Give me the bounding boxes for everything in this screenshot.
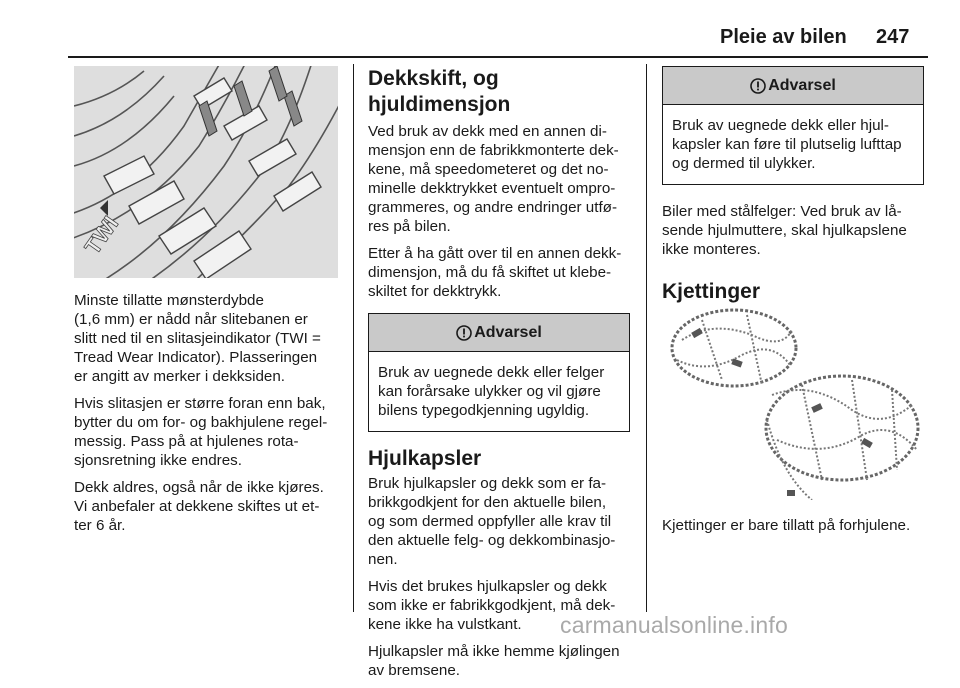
warning-header (369, 314, 629, 352)
paragraph: Dekk aldres, også når de ikke kjøres. Vi anbefaler at dekkene skiftes ut et- ter 6 år. (74, 479, 324, 534)
watermark: carmanualsonline.info (560, 612, 788, 638)
section-title: Pleie av bilen (720, 26, 847, 48)
paragraph: Hvis det brukes hjulkapsler og dekk som ikke er fabrikkgodkjent, må dek- kene ikke ha vulstkant. (368, 578, 616, 633)
middle-column-text (368, 66, 636, 688)
paragraph: Ved bruk av dekk med en annen di- mensjon enn de fabrikkmonterte dek- kene, må speedometeret og det no- minelle dekktrykket eventuelt ompro- grammeres, og andre endringer utfø- res på bilen. (368, 123, 619, 235)
tire-tread-drawing (74, 66, 338, 278)
section-heading: Dekkskift, og hjuldimensjon (368, 67, 511, 116)
right-column-text (662, 66, 928, 305)
twi-marking: TWI (79, 211, 124, 259)
paragraph: Minste tillatte mønsterdybde (1,6 mm) er nådd når slitebanen er slitt ned til en slitasjeindikator (TWI = Tread Wear Indicator). Plasseringen er angitt av merker i dekksiden. (74, 292, 321, 385)
paragraph: Hvis slitasjen er større foran enn bak, bytter du om for- og bakhjulene regel- messig. Pass på at hjulenes rota- sjonsretning ikke endres. (74, 395, 328, 469)
snow-chain-drawing (662, 300, 926, 500)
left-column-text (74, 291, 346, 543)
page-header (0, 0, 960, 58)
column-divider-left (353, 64, 354, 612)
warning-text: Bruk av uegnede dekk eller hjul- kapsler kan føre til plutselig lufttap og dermed til ulykker. (672, 117, 902, 172)
column-divider-right (646, 64, 647, 612)
warning-text: Bruk av uegnede dekk eller felger kan forårsake ulykker og vil gjøre bilens typegodkjenning ugyldig. (378, 364, 605, 419)
warning-title: Advarsel (474, 324, 542, 341)
snow-chain-illustration (662, 300, 926, 500)
warning-header (663, 67, 923, 105)
warning-box (368, 313, 630, 432)
paragraph: Etter å ha gått over til en annen dekk- dimensjon, må du få skiftet ut klebe- skiltet for dekktrykk. (368, 245, 622, 300)
warning-title: Advarsel (768, 77, 836, 94)
paragraph: Bruk hjulkapsler og dekk som er fa- brikkgodkjent for den aktuelle bilen, og som dermed oppfyller alle krav til den aktuelle felg- og dekkombinasjo- nen. (368, 475, 616, 568)
warning-icon (456, 324, 472, 341)
paragraph: Hjulkapsler må ikke hemme kjølingen av bremsene. (368, 643, 620, 679)
chain-caption: Kjettinger er bare tillatt på forhjulene. (662, 517, 911, 534)
section-heading: Kjettinger (662, 280, 761, 303)
tire-tread-illustration (74, 66, 338, 278)
warning-icon (750, 77, 766, 94)
section-heading: Hjulkapsler (368, 447, 482, 470)
header-rule (68, 56, 928, 58)
warning-box (662, 66, 924, 185)
page-number: 247 (876, 26, 910, 48)
paragraph: Biler med stålfelger: Ved bruk av lå- sende hjulmuttere, skal hjulkapslene ikke monteres. (662, 203, 907, 258)
